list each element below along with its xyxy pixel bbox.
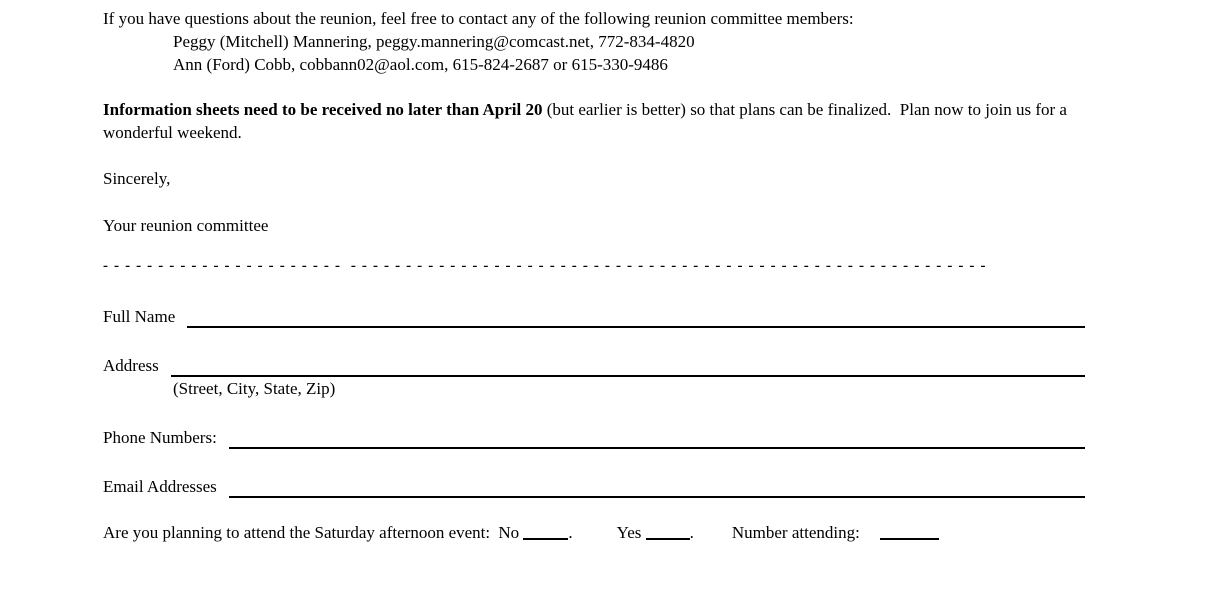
address-blank bbox=[171, 354, 1085, 377]
address-label: Address bbox=[103, 356, 159, 375]
contact-line bbox=[173, 30, 1085, 53]
attendance-no-period: . bbox=[568, 523, 573, 542]
address-caption: (Street, City, State, Zip) bbox=[173, 379, 336, 398]
attendance-yes-period: . bbox=[689, 523, 694, 542]
attendance-number-label: Number attending: bbox=[731, 523, 865, 542]
contact-line bbox=[173, 53, 1085, 76]
attendance-no-blank bbox=[523, 526, 568, 540]
contact-peggy: Peggy (Mitchell) Mannering, peggy.mannering@comcast.net, 772-834-4820 bbox=[173, 32, 695, 51]
full-name-blank bbox=[187, 305, 1085, 328]
attendance-yes-blank bbox=[646, 526, 690, 540]
closing-line bbox=[103, 167, 1085, 190]
phone-blank bbox=[229, 426, 1085, 449]
address-row bbox=[103, 354, 1085, 377]
full-name-row bbox=[103, 305, 1085, 328]
email-blank bbox=[229, 475, 1085, 498]
phone-row bbox=[103, 426, 1085, 449]
phone-label: Phone Numbers: bbox=[103, 428, 217, 447]
intro-paragraph bbox=[103, 7, 1085, 30]
dashed-separator: - - - - - - - - - - - - - - - - - - - - - - - - - - - - - - - - - - - - - - - - - - - - - - - - - - - - - - - - - - - - - - - - - - - - - - - - - - - - - - - - bbox=[103, 258, 987, 274]
attendance-row bbox=[103, 521, 1085, 544]
signature-line bbox=[103, 214, 1085, 237]
attendance-no-label: No bbox=[498, 523, 524, 542]
deadline-bold-text: Information sheets need to be received no later than April 20 bbox=[103, 100, 543, 119]
attendance-number-blank bbox=[880, 526, 939, 540]
deadline-rest-text: (but earlier is better) so that plans can be finalized. Plan now to join us for a wonderful weekend. bbox=[103, 100, 1072, 142]
closing-text: Sincerely, bbox=[103, 169, 171, 188]
full-name-label: Full Name bbox=[103, 307, 176, 326]
signature-text: Your reunion committee bbox=[103, 216, 269, 235]
contact-ann: Ann (Ford) Cobb, cobbann02@aol.com, 615-824-2687 or 615-330-9486 bbox=[173, 55, 668, 74]
attendance-yes-label: Yes bbox=[616, 523, 646, 542]
email-label: Email Addresses bbox=[103, 477, 217, 496]
intro-text: If you have questions about the reunion, feel free to contact any of the following reunion committee members: bbox=[103, 9, 854, 28]
email-row bbox=[103, 475, 1085, 498]
attendance-question: Are you planning to attend the Saturday afternoon event: bbox=[103, 523, 495, 542]
deadline-paragraph bbox=[103, 98, 1085, 144]
